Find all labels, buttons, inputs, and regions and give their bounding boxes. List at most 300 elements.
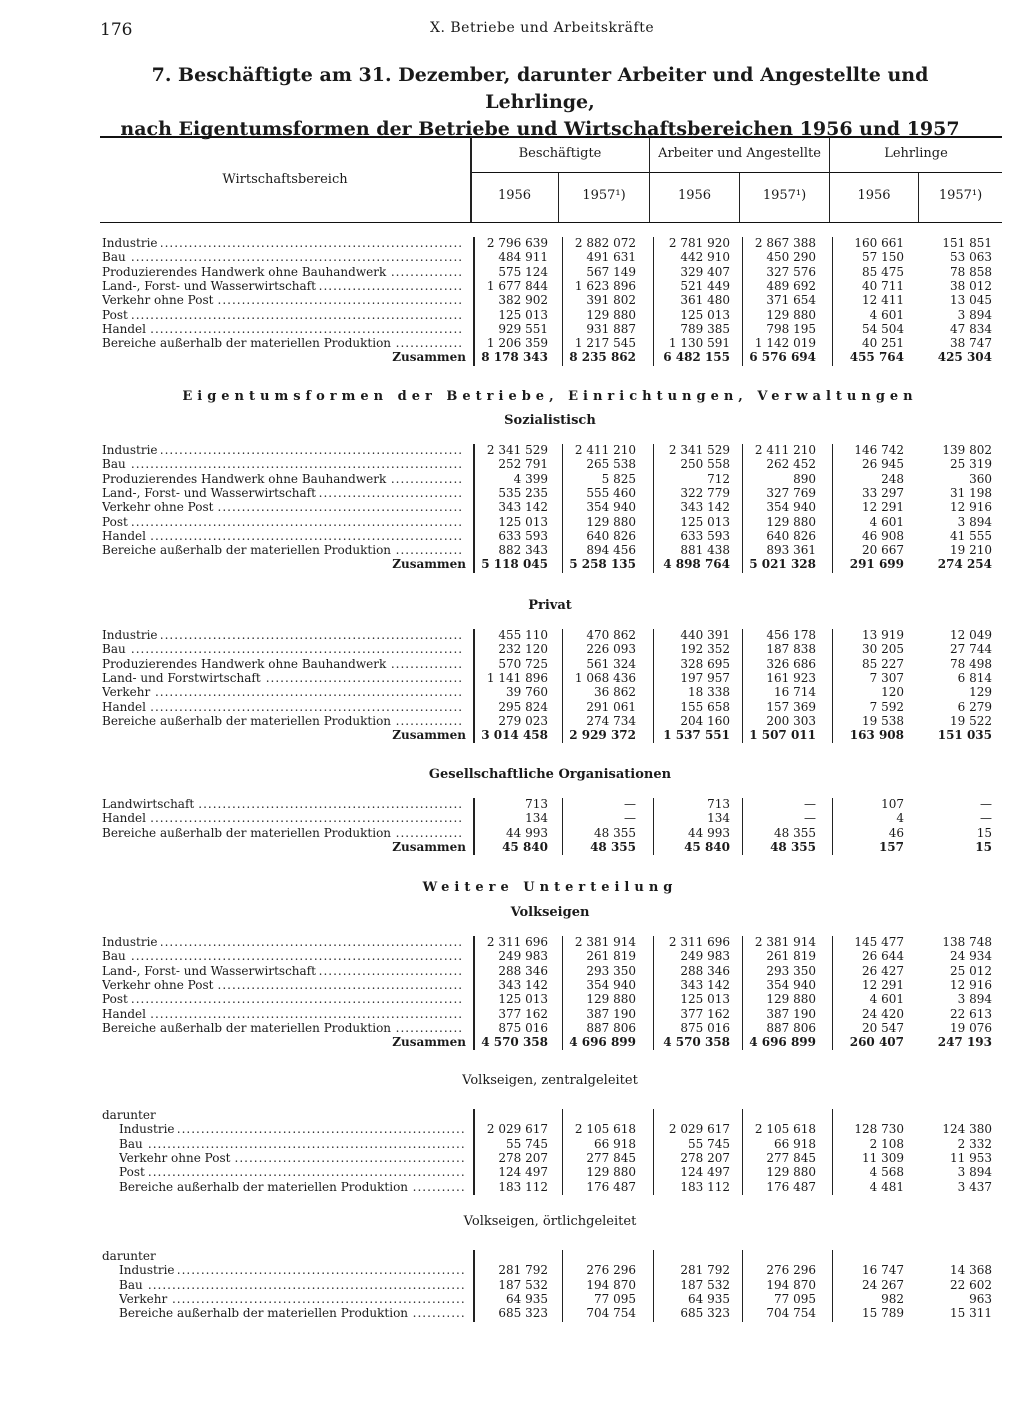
- table-cell: 24 934: [950, 949, 992, 964]
- row-label: [102, 515, 468, 529]
- table-cell: 18 338: [688, 685, 730, 700]
- table-cell: 157 369: [766, 699, 816, 714]
- table-cell: 3 894: [957, 514, 992, 529]
- table-cell: 40 251: [862, 336, 904, 351]
- row-label: [102, 293, 468, 307]
- row-label: [119, 1278, 470, 1292]
- table-cell: 561 324: [586, 656, 636, 671]
- section-subheading-volkseigen: Volkseigen: [510, 905, 590, 920]
- table-cell: 194 870: [586, 1277, 636, 1292]
- table-cell: 194 870: [766, 1277, 816, 1292]
- table-cell: 489 692: [766, 278, 816, 293]
- table-cell: 129: [969, 685, 992, 700]
- table-title: [100, 62, 980, 143]
- table-cell: 44 993: [688, 825, 730, 840]
- table-cell: 7 592: [869, 699, 904, 714]
- leader-dots: [102, 250, 462, 264]
- total-cell: 163 908: [849, 728, 904, 743]
- leader-dots: [102, 949, 462, 963]
- total-cell: 8 178 343: [481, 350, 548, 365]
- row-label-text: Produzierendes Handwerk ohne Bauhandwerk: [102, 472, 389, 486]
- row-label-text: Handel: [102, 529, 149, 543]
- table-cell: 890: [793, 471, 816, 486]
- table-cell: 521 449: [680, 278, 730, 293]
- row-label-text: Verkehr ohne Post: [119, 1151, 233, 1165]
- table-cell: 291 061: [586, 699, 636, 714]
- row-label-text: Industrie: [102, 628, 161, 642]
- table-cell: 125 013: [680, 514, 730, 529]
- table-cell: —: [980, 797, 992, 811]
- table-cell: 124 497: [498, 1165, 548, 1180]
- table-title-line-2: nach Eigentumsformen der Betriebe und Wirtschaftsbereichen 1956 und 1957: [120, 118, 960, 140]
- total-cell: 274 254: [937, 557, 992, 572]
- table-cell: 4 399: [513, 471, 548, 486]
- table-cell: 377 162: [680, 1006, 730, 1021]
- table-cell: 887 806: [586, 1020, 636, 1035]
- table-cell: 391 802: [586, 293, 636, 308]
- table-row: [0, 1122, 1024, 1136]
- row-label: [119, 1180, 470, 1194]
- table-cell: 38 747: [950, 336, 992, 351]
- table-cell: 25 319: [950, 457, 992, 472]
- row-label: [102, 322, 468, 336]
- table-cell: 12 916: [950, 500, 992, 515]
- row-label-text: Industrie: [119, 1122, 178, 1136]
- table-cell: 2 341 529: [668, 443, 730, 457]
- table-cell: 11 309: [862, 1150, 904, 1165]
- table-cell: 145 477: [854, 935, 904, 949]
- table-cell: 78 498: [950, 656, 992, 671]
- row-label-text: Post: [102, 308, 131, 322]
- row-label-text: Industrie: [102, 443, 161, 457]
- row-label: [102, 236, 468, 250]
- table-cell: 2 108: [869, 1136, 904, 1151]
- table-cell: 4 601: [869, 514, 904, 529]
- table-cell: 455 110: [498, 628, 548, 642]
- row-label-text: Bereiche außerhalb der materiellen Produktion: [102, 826, 394, 840]
- header-top-rule: [100, 136, 1002, 138]
- row-label-text: Bau: [102, 949, 129, 963]
- table-cell: 470 862: [586, 628, 636, 642]
- total-cell: 260 407: [849, 1035, 904, 1050]
- table-cell: 22 602: [950, 1277, 992, 1292]
- table-cell: 46: [888, 825, 904, 840]
- table-row: [0, 964, 1024, 978]
- total-cell: 48 355: [590, 839, 636, 854]
- table-cell: 327 576: [766, 264, 816, 279]
- table-cell: 343 142: [498, 500, 548, 515]
- row-label-text: Bau: [102, 250, 129, 264]
- table-cell: 2 311 696: [668, 935, 730, 949]
- row-label-text: Landwirtschaft: [102, 797, 197, 811]
- total-cell: 5 021 328: [749, 557, 816, 572]
- row-label-text: Handel: [102, 811, 149, 825]
- table-cell: 882 343: [498, 543, 548, 558]
- column-rule: [653, 936, 654, 1050]
- table-cell: 48 355: [774, 825, 816, 840]
- row-label-text: Industrie: [102, 935, 161, 949]
- column-rule: [562, 936, 563, 1050]
- table-row: [0, 657, 1024, 671]
- table-cell: 387 190: [586, 1006, 636, 1021]
- row-label-text: Bereiche außerhalb der materiellen Produktion: [102, 543, 394, 557]
- table-cell: 248: [881, 471, 904, 486]
- row-label-text: Bau: [119, 1278, 146, 1292]
- table-cell: 7 307: [869, 670, 904, 685]
- row-label: [102, 443, 468, 457]
- row-label: [119, 1292, 470, 1306]
- table-cell: 27 744: [950, 642, 992, 657]
- total-cell: 5 258 135: [569, 557, 636, 572]
- table-cell: 276 296: [586, 1263, 636, 1278]
- table-cell: 327 769: [766, 485, 816, 500]
- table-cell: 30 205: [862, 642, 904, 657]
- total-cell: 2 929 372: [569, 728, 636, 743]
- table-cell: 129 880: [766, 1165, 816, 1180]
- row-label-text: Handel: [102, 1007, 149, 1021]
- table-cell: 48 355: [594, 825, 636, 840]
- table-cell: 354 940: [766, 977, 816, 992]
- table-row: [0, 443, 1024, 457]
- row-label-text: Handel: [102, 700, 149, 714]
- table-cell: 183 112: [498, 1179, 548, 1194]
- column-rule: [473, 1250, 475, 1322]
- table-cell: 3 894: [957, 307, 992, 322]
- total-cell: 6 482 155: [663, 350, 730, 365]
- row-label: [102, 949, 468, 963]
- table-cell: 3 894: [957, 992, 992, 1007]
- row-label-text: Land- und Forstwirtschaft: [102, 671, 264, 685]
- total-row: [0, 728, 1024, 742]
- table-cell: 704 754: [766, 1306, 816, 1321]
- leader-dots: [102, 1007, 462, 1021]
- table-cell: 262 452: [766, 457, 816, 472]
- column-rule: [742, 1250, 743, 1322]
- table-cell: 931 887: [586, 321, 636, 336]
- table-cell: 2 105 618: [754, 1122, 816, 1137]
- column-rule: [832, 936, 833, 1050]
- column-rule: [742, 936, 743, 1050]
- table-cell: —: [624, 811, 636, 826]
- table-cell: 107: [881, 797, 904, 811]
- column-rule: [742, 1109, 743, 1195]
- column-rule: [653, 237, 654, 366]
- section-subheading-gesellschaftliche-organisationen: Gesellschaftliche Organisationen: [428, 767, 672, 782]
- total-row: [0, 840, 1024, 854]
- table-cell: 139 802: [942, 443, 992, 457]
- table-cell: 2 867 388: [754, 236, 816, 250]
- header-bottom-rule: [100, 222, 1002, 223]
- table-cell: 278 207: [680, 1150, 730, 1165]
- column-rule: [653, 1250, 654, 1322]
- table-row: [0, 457, 1024, 471]
- table-cell: 125 013: [498, 307, 548, 322]
- table-cell: 4: [896, 811, 904, 826]
- leader-dots: [102, 992, 462, 1006]
- table-cell: 24 420: [862, 1006, 904, 1021]
- table-cell: 685 323: [498, 1306, 548, 1321]
- table-cell: 1 677 844: [486, 278, 548, 293]
- column-rule: [832, 1250, 833, 1322]
- column-rule: [473, 1109, 475, 1195]
- table-cell: 354 940: [586, 977, 636, 992]
- total-label: Zusammen: [392, 1035, 466, 1050]
- page-number: 176: [100, 20, 133, 40]
- table-cell: 555 460: [586, 485, 636, 500]
- table-cell: 125 013: [498, 992, 548, 1007]
- table-cell: 1 623 896: [574, 278, 636, 293]
- table-cell: 232 120: [498, 642, 548, 657]
- table-row: [0, 811, 1024, 825]
- table-cell: 265 538: [586, 457, 636, 472]
- table-cell: —: [624, 797, 636, 811]
- table-cell: 387 190: [766, 1006, 816, 1021]
- leader-dots: [102, 700, 462, 714]
- table-cell: 57 150: [862, 250, 904, 265]
- header-group-beschaeftigte: Beschäftigte: [518, 146, 602, 161]
- row-label-text: Industrie: [119, 1263, 178, 1277]
- table-cell: 328 695: [680, 656, 730, 671]
- table-cell: 47 834: [950, 321, 992, 336]
- block-prefix-row: [0, 1249, 1024, 1263]
- table-cell: 377 162: [498, 1006, 548, 1021]
- table-cell: 249 983: [498, 949, 548, 964]
- table-cell: 134: [525, 811, 548, 826]
- table-cell: 484 911: [498, 250, 548, 265]
- table-cell: 187 838: [766, 642, 816, 657]
- table-cell: 250 558: [680, 457, 730, 472]
- section-subheading-volkseigen-oertlichgeleitet: Volkseigen, örtlichgeleitet: [463, 1214, 637, 1229]
- table-cell: 64 935: [506, 1291, 548, 1306]
- section-subheading-privat: Privat: [528, 598, 572, 613]
- row-label-text: Bereiche außerhalb der materiellen Produktion: [102, 1021, 394, 1035]
- table-row: [0, 515, 1024, 529]
- table-cell: 343 142: [680, 977, 730, 992]
- table-cell: 24 267: [862, 1277, 904, 1292]
- table-row: [0, 322, 1024, 336]
- table-cell: 881 438: [680, 543, 730, 558]
- header-year-1957-c: 1957¹): [938, 188, 983, 203]
- row-label-text: Post: [102, 992, 131, 1006]
- table-cell: 252 791: [498, 457, 548, 472]
- table-cell: 15: [976, 825, 992, 840]
- table-cell: 982: [881, 1291, 904, 1306]
- column-rule: [832, 1109, 833, 1195]
- table-cell: 382 902: [498, 293, 548, 308]
- table-row: [0, 529, 1024, 543]
- table-cell: 274 734: [586, 713, 636, 728]
- table-cell: 161 923: [766, 670, 816, 685]
- table-cell: 713: [525, 797, 548, 811]
- row-label-text: Bereiche außerhalb der materiellen Produktion: [119, 1306, 411, 1320]
- table-cell: 329 407: [680, 264, 730, 279]
- table-cell: 450 290: [766, 250, 816, 265]
- table-row: [0, 1151, 1024, 1165]
- table-cell: 929 551: [498, 321, 548, 336]
- column-rule: [653, 1109, 654, 1195]
- table-cell: 293 350: [586, 963, 636, 978]
- table-cell: 192 352: [680, 642, 730, 657]
- table-cell: 124 497: [680, 1165, 730, 1180]
- table-cell: 261 819: [586, 949, 636, 964]
- table-cell: 66 918: [594, 1136, 636, 1151]
- column-rule: [742, 798, 743, 855]
- row-label: [102, 811, 468, 825]
- row-label: [119, 1306, 470, 1320]
- total-cell: 15: [975, 839, 992, 854]
- table-row: [0, 279, 1024, 293]
- section-subheading-sozialistisch: Sozialistisch: [504, 413, 596, 428]
- table-cell: 293 350: [766, 963, 816, 978]
- row-label-text: Handel: [102, 322, 149, 336]
- table-cell: 261 819: [766, 949, 816, 964]
- table-row: [0, 236, 1024, 250]
- table-cell: 26 427: [862, 963, 904, 978]
- column-rule: [562, 1250, 563, 1322]
- block-prefix-label: darunter: [102, 1249, 156, 1263]
- table-row: [0, 1165, 1024, 1179]
- total-cell: 3 014 458: [481, 728, 548, 743]
- table-cell: 16 747: [862, 1263, 904, 1278]
- header-year-rule: [470, 172, 1002, 173]
- row-label: [102, 1007, 468, 1021]
- row-label-text: Land-, Forst- und Wasserwirtschaft: [102, 486, 319, 500]
- total-cell: 45 840: [502, 839, 548, 854]
- table-cell: 2 381 914: [754, 935, 816, 949]
- header-year-1956-c: 1956: [857, 188, 891, 203]
- table-cell: 146 742: [854, 443, 904, 457]
- table-cell: 16 714: [774, 685, 816, 700]
- row-label: [102, 308, 468, 322]
- column-rule: [562, 1109, 563, 1195]
- table-row: [0, 826, 1024, 840]
- table-row: [0, 250, 1024, 264]
- table-cell: 361 480: [680, 293, 730, 308]
- total-cell: 1 537 551: [663, 728, 730, 743]
- table-row: [0, 336, 1024, 350]
- table-cell: 567 149: [586, 264, 636, 279]
- table-cell: 288 346: [498, 963, 548, 978]
- row-label: [102, 797, 468, 811]
- table-cell: 197 957: [680, 670, 730, 685]
- table-cell: 893 361: [766, 543, 816, 558]
- section-heading-weitere-unterteilung: Weitere Unterteilung: [422, 880, 678, 895]
- table-cell: 4 481: [869, 1179, 904, 1194]
- table-cell: 176 487: [586, 1179, 636, 1194]
- table-cell: 4 601: [869, 992, 904, 1007]
- row-label: [102, 472, 468, 486]
- table-row: [0, 642, 1024, 656]
- table-cell: 53 063: [950, 250, 992, 265]
- table-cell: 2 332: [957, 1136, 992, 1151]
- column-rule: [562, 237, 563, 366]
- table-cell: 704 754: [586, 1306, 636, 1321]
- table-cell: 155 658: [680, 699, 730, 714]
- table-cell: 160 661: [854, 236, 904, 250]
- table-cell: 640 826: [766, 528, 816, 543]
- row-label-text: Bau: [119, 1137, 146, 1151]
- table-cell: 38 012: [950, 278, 992, 293]
- table-cell: 3 437: [957, 1179, 992, 1194]
- table-cell: —: [980, 811, 992, 826]
- table-row: [0, 293, 1024, 307]
- table-row: [0, 543, 1024, 557]
- block-prefix-row: [0, 1108, 1024, 1122]
- table-row: [0, 486, 1024, 500]
- table-cell: 226 093: [586, 642, 636, 657]
- total-cell: 425 304: [937, 350, 992, 365]
- table-cell: 278 207: [498, 1150, 548, 1165]
- table-cell: 39 760: [506, 685, 548, 700]
- table-cell: 4 568: [869, 1165, 904, 1180]
- table-row: [0, 500, 1024, 514]
- leader-dots: [102, 457, 462, 471]
- table-cell: 176 487: [766, 1179, 816, 1194]
- table-row: [0, 992, 1024, 1006]
- table-row: [0, 1007, 1024, 1021]
- leader-dots: [119, 1292, 464, 1306]
- row-label: [102, 978, 468, 992]
- table-row: [0, 949, 1024, 963]
- column-rule: [653, 798, 654, 855]
- table-cell: 685 323: [680, 1306, 730, 1321]
- table-cell: 277 845: [766, 1150, 816, 1165]
- column-rule: [742, 444, 743, 573]
- table-row: [0, 628, 1024, 642]
- row-label: [102, 992, 468, 1006]
- row-label: [102, 1021, 468, 1035]
- row-label: [102, 671, 468, 685]
- row-label: [102, 250, 468, 264]
- table-cell: 20 667: [862, 543, 904, 558]
- table-cell: 77 095: [594, 1291, 636, 1306]
- row-label: [102, 714, 468, 728]
- column-rule: [473, 237, 475, 366]
- table-cell: —: [804, 811, 816, 826]
- table-cell: 288 346: [680, 963, 730, 978]
- table-cell: 6 814: [957, 670, 992, 685]
- table-cell: 279 023: [498, 713, 548, 728]
- column-rule: [653, 629, 654, 743]
- table-cell: 277 845: [586, 1150, 636, 1165]
- table-cell: 570 725: [498, 656, 548, 671]
- table-cell: 125 013: [498, 514, 548, 529]
- table-cell: 713: [707, 797, 730, 811]
- table-cell: 440 391: [680, 628, 730, 642]
- block-prefix-label: darunter: [102, 1108, 156, 1122]
- leader-dots: [102, 308, 462, 322]
- table-cell: 798 195: [766, 321, 816, 336]
- table-cell: 2 029 617: [668, 1122, 730, 1137]
- row-label-text: Bereiche außerhalb der materiellen Produktion: [102, 336, 394, 350]
- table-cell: 2 381 914: [574, 935, 636, 949]
- row-label: [102, 826, 468, 840]
- column-rule: [473, 798, 475, 855]
- table-cell: 295 824: [498, 699, 548, 714]
- table-cell: 11 953: [950, 1150, 992, 1165]
- table-cell: 46 908: [862, 528, 904, 543]
- row-label-text: Verkehr ohne Post: [102, 500, 216, 514]
- leader-dots: [102, 685, 462, 699]
- table-row: [0, 1306, 1024, 1320]
- row-label: [102, 685, 468, 699]
- table-cell: 129 880: [586, 514, 636, 529]
- table-cell: 125 013: [680, 307, 730, 322]
- total-cell: 455 764: [849, 350, 904, 365]
- table-cell: 963: [969, 1291, 992, 1306]
- column-rule: [473, 629, 475, 743]
- table-row: [0, 797, 1024, 811]
